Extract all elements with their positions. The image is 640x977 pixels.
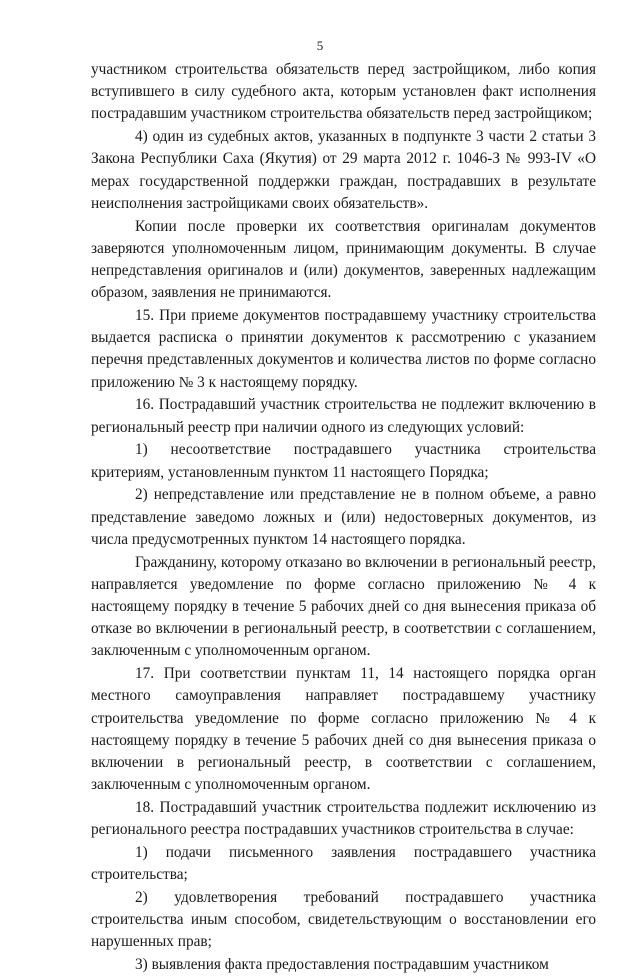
page-number: 5 — [316, 38, 324, 53]
paragraph: 1) несоответствие пострадавшего участника строительства критериям, установленным пунктом 11 настоящего Порядка; — [91, 441, 596, 481]
paragraph: участником строительства обязательств перед застройщиком, либо копия вступившего в силу судебного акта, которым установлен факт исполнения пострадавшим участником строительства обязательств перед застройщиком; — [91, 61, 596, 123]
paragraph: Копии после проверки их соответствия оригиналам документов заверяются уполномоченным лицом, принимающим документы. В случае непредставления оригиналов и (или) документов, заверенных надлежащим образом, заявления не принимаются. — [91, 217, 596, 302]
paragraph: 16. Пострадавший участник строительства не подлежит включению в региональный реестр при наличии одного из следующих условий: — [91, 396, 596, 436]
paragraph: 2) непредставление или представление не в полном объеме, а равно представление заведомо ложных и (или) недостоверных документов, из числа предусмотренных пунктом 14 настоящего порядка. — [91, 486, 596, 548]
paragraph: Гражданину, которому отказано во включении в региональный реестр, направляется уведомление по форме согласно приложению № 4 к настоящему порядку в течение 5 рабочих дней со дня вынесения приказа об отказе во включении в региональный реестр, в соответствии с соглашением, заключенным с уполномоченным органом. — [91, 553, 596, 660]
paragraph: 3) выявления факта предоставления пострадавшим участником — [135, 956, 549, 974]
document-body — [91, 59, 596, 977]
paragraph: 15. При приеме документов пострадавшему участнику строительства выдается расписка о принятии документов к рассмотрению с указанием перечня представленных документов и количества листов по форме согласно приложению № 3 к настоящему порядку. — [91, 307, 596, 391]
paragraph: 1) подачи письменного заявления пострадавшего участника строительства; — [91, 844, 596, 884]
paragraph: 17. При соответствии пунктам 11, 14 настоящего порядка орган местного самоуправления направляет пострадавшему участнику строительства уведомление по форме согласно приложению № 4 к настоящему порядку в течение 5 рабочих дней со дня вынесения приказа о включении в региональный реестр, в соответствии с соглашением, заключенным с уполномоченным органом. — [91, 665, 596, 794]
paragraph: 2) удовлетворения требований пострадавшего участника строительства иным способом, свидетельствующим о восстановлении его нарушенных прав; — [91, 889, 596, 951]
paragraph: 18. Пострадавший участник строительства подлежит исключению из регионального реестра пострадавших участников строительства в случае: — [91, 799, 596, 839]
paragraph: 4) один из судебных актов, указанных в подпункте 3 части 2 статьи 3 Закона Республики Саха (Якутия) от 29 марта 2012 г. 1046-З № 993-IV «О мерах государственной поддержки граждан, пострадавших в результате неисполнения застройщиками своих обязательств». — [91, 128, 596, 212]
